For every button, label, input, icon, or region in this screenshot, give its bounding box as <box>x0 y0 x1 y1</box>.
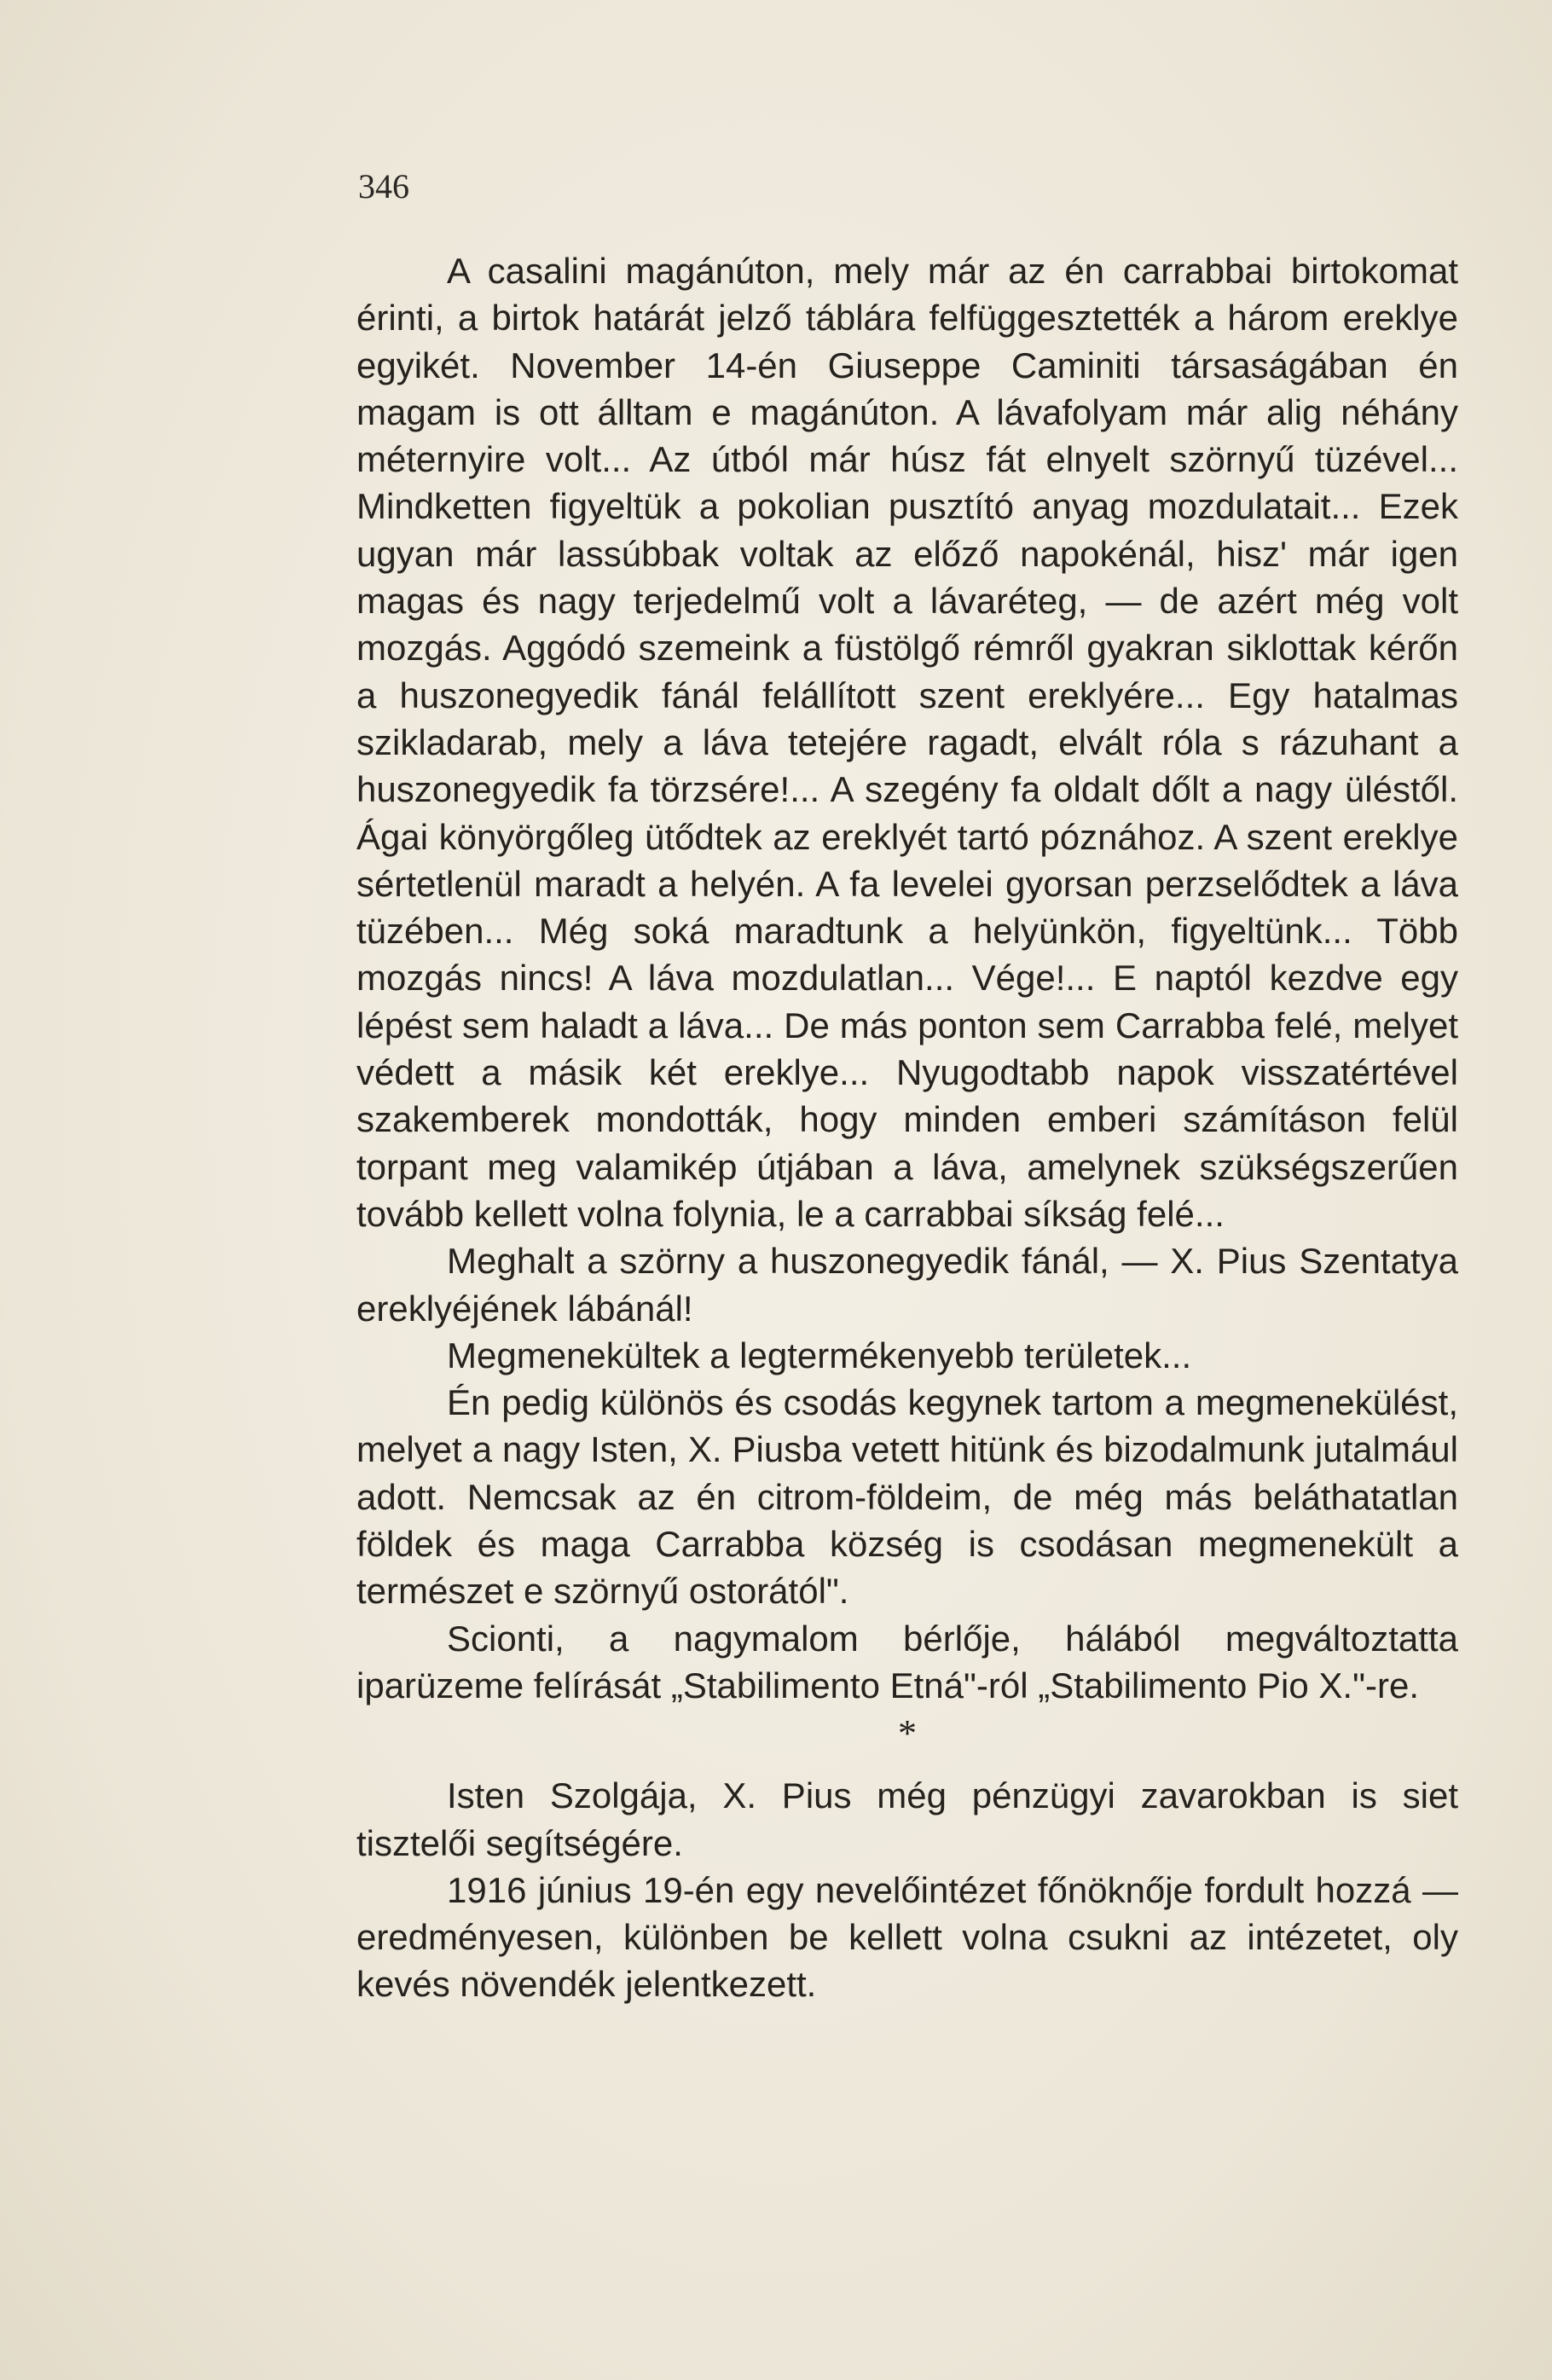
body-text <box>356 247 1458 2008</box>
paragraph-scionti-mill: Scionti, a nagymalom bérlője, hálából megváltoztatta iparüzeme felírását „Stabilimento Etná"-ról „Stabilimento Pio X."-re. <box>356 1618 1458 1705</box>
page-number: 346 <box>358 167 409 206</box>
paragraph-lands-saved: Megmenekültek a legtermékenyebb területek... <box>447 1335 1192 1375</box>
paragraph-1916-institute: 1916 június 19-én egy nevelőintézet főnöknője fordult hozzá — eredményesen, különben be kellett volna csukni az intézetet, oly kevés növendék jelentkezett. <box>356 1869 1458 2005</box>
paragraph-financial-help: Isten Szolgája, X. Pius még pénzügyi zavarokban is siet tisztelői segítségére. <box>356 1775 1458 1863</box>
paragraph-monster-died: Meghalt a szörny a huszonegyedik fánál, — X. Pius Szentatya ereklyéjének lábánál! <box>356 1241 1458 1329</box>
paragraph-miraculous-grace: Én pedig különös és csodás kegynek tartom a megmenekülést, melyet a nagy Isten, X. Piusba vetett hitünk és bizodalmunk jutalmául adott. Nemcsak az én citrom-földeim, de még más beláthatatlan földek és maga Carrabba község is csodásan megmenekült a természet e szörnyű ostorától". <box>356 1382 1458 1612</box>
section-separator: * <box>898 1712 917 1755</box>
paragraph-casalini-road: A casalini magánúton, mely már az én carrabbai birtokomat érinti, a birtok határát jelző táblára felfüggesztették a három ereklye egyikét. November 14-én Giuseppe Caminiti társaságában én magam is ott álltam e magánúton. A lávafolyam már alig néhány méternyire volt... Az útból már húsz fát elnyelt szörnyű tüzével... Mindketten figyeltük a pokolian pusztító anyag mozdulatait... Ezek ugyan már lassúbbak voltak az előző napokénál, hisz' már igen magas és nagy terjedelmű volt a lávaréteg, — de azért még volt mozgás. Aggódó szemeink a füstölgő rémről gyakran siklottak kérőn a huszonegyedik fánál felállított szent ereklyére... Egy hatalmas szikladarab, mely a láva tetejére ragadt, elvált róla s rázuhant a huszonegyedik fa törzsére!... A szegény fa oldalt dőlt a nagy üléstől. Ágai könyörgőleg ütődtek az ereklyét tartó póznához. A szent ereklye sértetlenül maradt a helyén. A fa levelei gyorsan perzselődtek a láva tüzében... Még soká maradtunk a helyünkön, figyeltünk... Több mozgás nincs! A láva mozdulatlan... Vége!... E naptól kezdve egy lépést sem haladt a láva... De más ponton sem Carrabba felé, melyet védett a másik két ereklye... Nyugodtabb napok visszatértével szakemberek mondották, hogy minden emberi számításon felül torpant meg valamikép útjában a láva, amelynek szükségszerűen tovább kellett volna folynia, le a carrabbai síkság felé... <box>356 251 1458 1234</box>
